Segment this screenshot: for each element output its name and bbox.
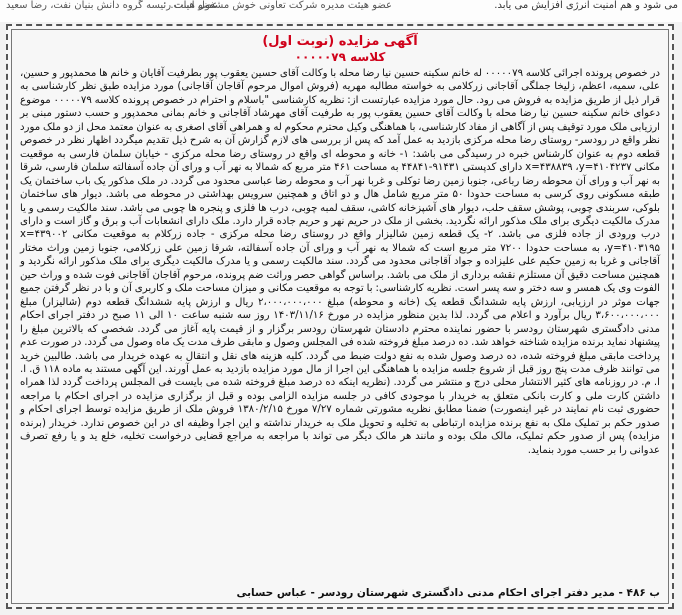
top-strip-mid: عضو هیئت مدیره شرکت تعاونی خوش مشغول است.: [170, 0, 392, 11]
top-strip-left: عضو هیات رئیسه گروه دانش بنیان نفت، رضا سعید: [6, 0, 218, 11]
notice-body: در خصوص پرونده اجرائی کلاسه ۰۰۰۰۰۷۹ له خانم سکینه حسین نیا رضا محله با وکالت آقای حسین یعقوب پور بطرفیت آقایان و خانم ها محمدپور و حسین، علی، سمیه، اعظم، زلیخا جملگی آقاجانی زرکلامی به خواسته مطالبه مهریه (فروش اموال مرحوم آقاجان آقاجانی) مورد مزایده طبق نظر کارشناسی به قرار ذیل از طریق مزایده به فروش می رود. حال مورد مزایده عبارتست از: نظریه کارشناسی "باسلام و احترام در خصوص پرونده کلاسه ۰۰۰۰۰۷۹ موضوع دعوای خانم سکینه حسین نیا رضا محله با وکالت آقای حسین یعقوب پور به طرفیت آقای مهرشاد آقاجانی و خانم بمانی محمدپور و حسب دستور مبنی بر ارزیابی ملک مورد توقیف پس از آگاهی از مفاد کارشناسی، با هماهنگی وکیل محترم محکوم له و همراهی آقای اصغری به عنوان معتمد محل از دو ملک مورد نظر واقع در رودسر- روستای رضا محله مرکزی بازدید به عمل آمد که پس از بررسی های لازم گزارش آن به شرح ذیل تقدیم میگردد اظهار نظر در خصوص قطعه دوم به عنوان کارشناس خبره در رسیدگی می باشد: ۱- خانه و محوطه ای واقع در روستای رضا محله مرکزی - خیابان سلمان فارسی به موقعیت مکانی x=۴۳۸۸۳۹ ،y=۴۱۰۴۲۳۷ دارای کدپستی ۹۱۴۳۱-۴۴۸۴۱ به مساحت ۴۶۱ متر مربع که شمالا به نهر آب و ورای آن جاده آسفالته سلمان فارسی، شرقا به نهر آب و ورای آن محوطه رضا رباعی، جنوبا زمین رضا توکلی و غربا نهر آب و محوطه رضا عباسی محدود می گردد. در ملک مذکور یک باب ساختمان یک طبقه مسکونی روی کرسی به مساحت حدودا ۵۰ متر مربع شامل هال و دو اتاق و همچنین سرویس بهداشتی در محوطه می باشد. دیوار های ساختمان بلوکی، سربندی چوبی، پوشش سقف حلب، دیوار های آشپزخانه کاشی، سقف لمبه چوبی، درب ها فلزی و پنجره ها چوبی می باشد. سند مالکیت رسمی و یا مدرک مالکیت دیگری برای ملک مذکور ارائه نگردید. بخشی از ملک در حریم نهر و حریم جاده قرار دارد. ملک دارای انشعابات آب و برق و گاز است و دارای درب ورودی از جاده فلزی می باشد. ۲- یک قطعه زمین شالیزار واقع در روستای رضا محله مرکزی - جاده زرکلام به موقعیت مکانی x=۴۳۹۰۰۲ ،y=۴۱۰۳۱۹۵ به مساحت حدودا ۷۲۰۰ متر مربع است که شمالا به نهر آب و ورای آن جاده آسفالته، شرقا زمین علی زرکلامی، جنوبا زمین وراث مختار آقاجانی و غربا به زمین حکیم علی علیزاده و جواد آقاجانی محدود می گردد. سند مالکیت رسمی و یا مدرک مالکیت دیگری برای ملک مذکور ارائه نگردید و همچنین مساحت دقیق آن مستلزم نقشه برداری از ملک می باشد. براساس گواهی حصر وراثت ضم پرونده، مرحوم آقاجان آقاجانی فوت شده و وراث حین الفوت وی یک همسر و سه دختر و سه پسر است. نظریه کارشناسی: با توجه به موقعیت مکانی و میزان مساحت ملک و کاربری آن و با در نظر گرفتن جمیع جهات موثر در ارزیابی، ارزش پایه ششدانگ قطعه یک (خانه و محوطه) مبلغ ۲،۰۰۰،۰۰۰،۰۰۰ ریال و ارزش پایه ششدانگ قطعه دوم (شالیزار) مبلغ ۳،۶۰۰،۰۰۰،۰۰۰ ریال برآورد و اعلام می گردد. لذا بدین منظور مزایده در مورخ ۱۴۰۳/۱۱/۱۶ روز سه شنبه ساعت ۱۰ الی ۱۱ صبح در دفتر اجرای احکام مدنی دادگستری شهرستان رودسر با حضور نماینده محترم دادستان شهرستان رودسر برگزار و از قیمت پایه آغاز می گردد. شخصی که بالاترین مبلغ را پیشنهاد نماید برنده مزایده شناخته خواهد شد. ده درصد مبلغ فروخته شده فی المجلس وصول و مابقی طرف مدت یک ماه وصول می گردد. در صورت عدم پرداخت مابقی مبلغ فروخته شده، ده درصد وصول شده به نفع دولت ضبط می گردد. کلیه هزینه های نقل و انتقال به عهده خریدار می باشد. طالبین خرید می توانند ظرف مدت پنج روز قبل از شروع جلسه مزایده با هماهنگی این اجرا از مال مورد مزایده بازدید به عمل آورند. این آگهی مستند به ماده ۱۱۸ ق. ا. ا. م. در روزنامه های کثیر الانتشار محلی درج و منتشر می گردد. (نظریه اینکه ده درصد مبلغ فروخته شده می بایست فی المجلس پرداخت گردد لذا همراه داشتن کارت ملی و کارت بانکی متعلق به خریدار با موجودی کافی در جلسه مزایده الزامی بوده و قبل از برگزاری مزایده در اجرای احکام با مراجعه حضوری ثبت نام نمایند در غیر اینصورت) ضمنا مطابق نظریه مشورتی شماره ۷/۲۷ مورخ ۱۳۸۰/۲/۱۵ فروش ملک از طریق مزایده توسط اجرای احکام و صدور حکم بر تملیک ملک به نفع برنده مزایده ارتباطی به تخلیه و تحویل ملک به خریدار نداشته و این اجرا وظیفه ای در این خصوص ندارد. خریدار (برنده مزایده) پس از صدور حکم تملیک، مالک ملک بوده و مانند هر مالک دیگر می تواند با مراجعه به مراجع قضایی درخواست تخلیه، خلع ید و یا رفع تصرف عدوانی را بر حسب مورد بنماید.: [20, 68, 661, 456]
notice-content: [11, 29, 669, 604]
notice-frame: [6, 24, 674, 609]
top-strip: [0, 0, 682, 22]
case-number: کلاسه ۰۰۰۰۰۷۹: [294, 50, 386, 64]
notice-title: آگهی مزایده (نوبت اول): [262, 34, 418, 49]
notice-footer: ب ۴۸۶ - مدیر دفتر اجرای احکام مدنی دادگستری شهرستان رودسر - عباس حسابی: [236, 587, 660, 599]
top-strip-line1: می شود و هم امنیت انرژی افزایش می یابد.: [494, 0, 678, 11]
